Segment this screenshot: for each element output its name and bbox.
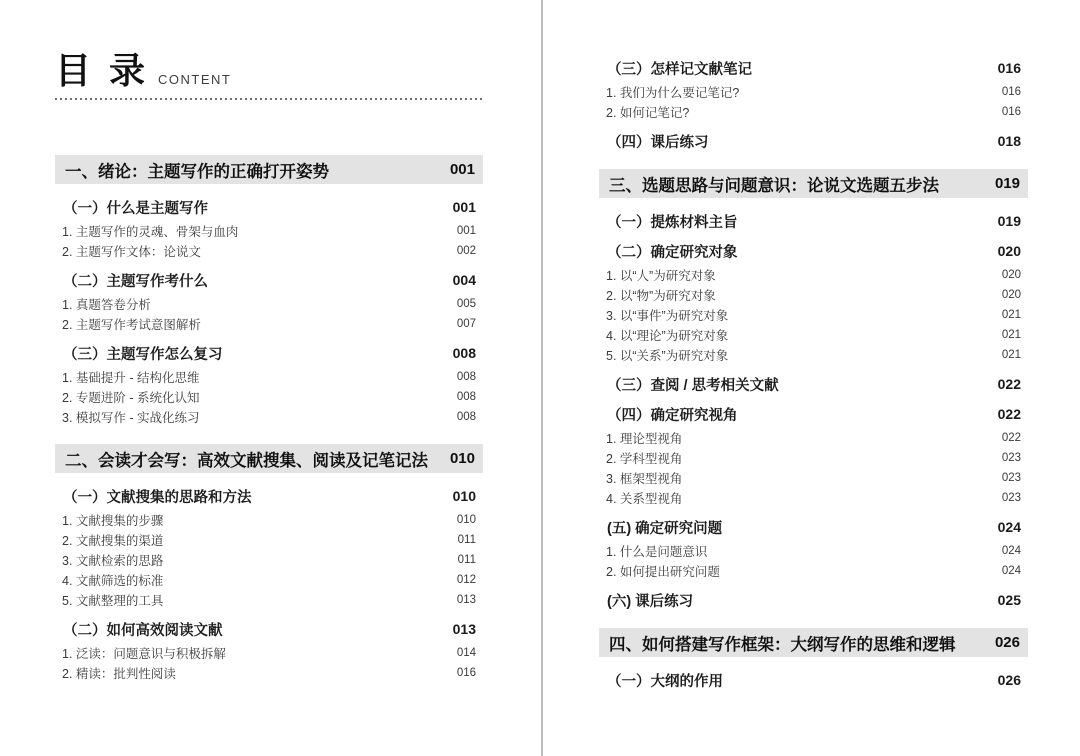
toc-entry-label: 1. 主题写作的灵魂、骨架与血肉	[62, 225, 239, 239]
toc-item	[599, 285, 1028, 305]
toc-entry-label: 1. 什么是问题意识	[606, 545, 708, 559]
page-title-subtitle: CONTENT	[158, 72, 232, 87]
toc-entry-page: 020	[1001, 269, 1021, 281]
toc-item	[55, 590, 483, 610]
toc-item	[55, 314, 483, 334]
toc-item	[599, 325, 1028, 345]
toc-entry-label: 1. 泛读：问题意识与积极拆解	[62, 647, 226, 661]
toc-item	[599, 561, 1028, 581]
toc-entry-page: 019	[997, 213, 1021, 229]
toc-entry-label: 三、选题思路与问题意识：论说文选题五步法	[609, 176, 939, 195]
toc-entry-page: 026	[997, 672, 1021, 688]
toc-entry-page: 019	[994, 175, 1020, 192]
toc-entry-label: 3. 框架型视角	[606, 472, 683, 486]
toc-entry-page: 023	[1001, 472, 1021, 484]
toc-entry-page: 011	[457, 554, 476, 566]
toc-entry-page: 023	[1001, 452, 1021, 464]
toc-entry-page: 001	[456, 225, 476, 237]
toc-entry-page: 002	[456, 245, 476, 257]
toc-entry-page: 021	[1001, 309, 1021, 321]
toc-entry-label: 四、如何搭建写作框架：大纲写作的思维和逻辑	[609, 635, 956, 654]
toc-subheading	[55, 342, 483, 364]
toc-item	[55, 407, 483, 427]
toc-entry-label: （一）大纲的作用	[607, 673, 723, 690]
toc-entry-page: 008	[456, 391, 476, 403]
toc-item	[599, 488, 1028, 508]
toc-item	[599, 345, 1028, 365]
toc-subheading	[55, 196, 483, 218]
toc-section-heading	[55, 155, 483, 184]
toc-right-column	[599, 0, 1028, 694]
toc-entry-label: 2. 学科型视角	[606, 452, 683, 466]
toc-subheading	[599, 516, 1028, 538]
toc-entry-page: 005	[456, 298, 476, 310]
toc-entry-label: 2. 专题进阶 - 系统化认知	[62, 391, 200, 405]
toc-item	[55, 387, 483, 407]
toc-entry-label: 1. 理论型视角	[606, 432, 683, 446]
toc-left-column	[55, 0, 483, 683]
toc-entry-page: 008	[456, 371, 476, 383]
toc-entry-page: 022	[1001, 432, 1021, 444]
toc-item	[55, 550, 483, 570]
toc-item	[599, 82, 1028, 102]
toc-entry-label: 4. 关系型视角	[606, 492, 683, 506]
toc-entry-page: 018	[997, 133, 1021, 149]
toc-entry-page: 026	[994, 634, 1020, 651]
toc-entry-page: 023	[1001, 492, 1021, 504]
toc-entry-label: 3. 文献检索的思路	[62, 554, 164, 568]
toc-subheading	[599, 130, 1028, 152]
toc-entry-label: 1. 以“人”为研究对象	[606, 269, 716, 283]
toc-subheading	[55, 618, 483, 640]
toc-entry-label: （四）课后练习	[607, 134, 709, 151]
toc-entry-page: 020	[1001, 289, 1021, 301]
page-title: 目 录	[55, 50, 150, 91]
toc-entry-label: 2. 主题写作考试意图解析	[62, 318, 201, 332]
toc-entry-label: （二）主题写作考什么	[63, 273, 208, 290]
toc-entry-page: 001	[452, 199, 476, 215]
toc-item	[55, 643, 483, 663]
toc-item	[55, 530, 483, 550]
toc-item	[55, 221, 483, 241]
toc-entry-page: 008	[456, 411, 476, 423]
toc-entry-label: （一）文献搜集的思路和方法	[63, 489, 252, 506]
toc-subheading	[599, 669, 1028, 691]
toc-entry-label: 4. 文献筛选的标准	[62, 574, 164, 588]
toc-section-heading	[599, 169, 1028, 198]
toc-item	[55, 294, 483, 314]
toc-entry-page: 014	[456, 647, 476, 659]
toc-entry-label: （四）确定研究视角	[607, 407, 738, 424]
toc-item	[55, 510, 483, 530]
toc-entry-label: 4. 以“理论”为研究对象	[606, 329, 729, 343]
toc-entry-page: 025	[997, 592, 1021, 608]
toc-entry-page: 024	[997, 519, 1021, 535]
toc-item	[55, 663, 483, 683]
toc-subheading	[599, 240, 1028, 262]
toc-item	[55, 367, 483, 387]
toc-entry-label: 1. 基础提升 - 结构化思维	[62, 371, 200, 385]
toc-entry-page: 016	[997, 60, 1021, 76]
toc-entry-label: （三）查阅 / 思考相关文献	[607, 377, 779, 394]
toc-entry-label: (五) 确定研究问题	[607, 520, 723, 537]
toc-entry-page: 013	[456, 594, 476, 606]
toc-entry-label: 一、绪论：主题写作的正确打开姿势	[65, 162, 329, 181]
toc-item	[599, 305, 1028, 325]
toc-entries-right	[599, 0, 1028, 691]
toc-entry-page: 020	[997, 243, 1021, 259]
toc-section-heading	[55, 444, 483, 473]
toc-item	[55, 241, 483, 261]
toc-entry-page: 012	[456, 574, 476, 586]
toc-entry-page: 024	[1001, 545, 1021, 557]
toc-entry-page: 010	[452, 488, 476, 504]
toc-entry-page: 004	[452, 272, 476, 288]
toc-subheading	[55, 485, 483, 507]
toc-entry-page: 011	[457, 534, 476, 546]
toc-entry-page: 013	[452, 621, 476, 637]
toc-entry-label: 2. 如何提出研究问题	[606, 565, 720, 579]
toc-item	[599, 448, 1028, 468]
toc-entry-label: 2. 如何记笔记?	[606, 106, 690, 120]
toc-entry-label: 二、会读才会写：高效文献搜集、阅读及记笔记法	[65, 451, 428, 470]
toc-entry-label: 2. 文献搜集的渠道	[62, 534, 164, 548]
toc-entry-label: （三）主题写作怎么复习	[63, 346, 223, 363]
toc-entry-label: （二）如何高效阅读文献	[63, 622, 223, 639]
toc-item	[599, 265, 1028, 285]
column-divider	[541, 0, 543, 756]
toc-subheading	[599, 210, 1028, 232]
toc-entry-page: 010	[456, 514, 476, 526]
toc-entry-label: 2. 以“物”为研究对象	[606, 289, 716, 303]
toc-entry-label: (六) 课后练习	[607, 593, 694, 610]
toc-entry-label: 1. 文献搜集的步骤	[62, 514, 164, 528]
toc-entry-label: （二）确定研究对象	[607, 244, 738, 261]
toc-subheading	[599, 373, 1028, 395]
toc-entry-label: 5. 文献整理的工具	[62, 594, 164, 608]
toc-entry-page: 022	[997, 406, 1021, 422]
toc-entry-label: 3. 以“事件”为研究对象	[606, 309, 729, 323]
toc-entry-label: 1. 真题答卷分析	[62, 298, 151, 312]
toc-item	[599, 102, 1028, 122]
toc-item	[599, 428, 1028, 448]
toc-entry-page: 016	[1001, 106, 1021, 118]
toc-entry-page: 024	[1001, 565, 1021, 577]
toc-subheading	[55, 269, 483, 291]
toc-entry-page: 010	[449, 450, 475, 467]
toc-entry-page: 001	[449, 161, 475, 178]
toc-entry-label: 2. 主题写作文体：论说文	[62, 245, 201, 259]
toc-entry-label: 3. 模拟写作 - 实战化练习	[62, 411, 200, 425]
toc-entry-label: （三）怎样记文献笔记	[607, 61, 752, 78]
toc-entry-page: 016	[1001, 86, 1021, 98]
toc-entry-page: 016	[456, 667, 476, 679]
toc-subheading	[599, 589, 1028, 611]
toc-entry-label: 5. 以“关系”为研究对象	[606, 349, 729, 363]
toc-entry-label: 2. 精读：批判性阅读	[62, 667, 176, 681]
toc-subheading	[599, 57, 1028, 79]
toc-item	[599, 541, 1028, 561]
toc-entry-label: （一）提炼材料主旨	[607, 214, 738, 231]
toc-entry-label: 1. 我们为什么要记笔记?	[606, 86, 740, 100]
toc-entry-page: 022	[997, 376, 1021, 392]
toc-header	[55, 0, 483, 100]
toc-entry-page: 021	[1001, 349, 1021, 361]
toc-item	[55, 570, 483, 590]
toc-entry-page: 007	[456, 318, 476, 330]
toc-entry-page: 021	[1001, 329, 1021, 341]
toc-entry-label: （一）什么是主题写作	[63, 200, 208, 217]
toc-section-heading	[599, 628, 1028, 657]
toc-item	[599, 468, 1028, 488]
toc-subheading	[599, 403, 1028, 425]
toc-entry-page: 008	[452, 345, 476, 361]
toc-entries-left	[55, 100, 483, 683]
